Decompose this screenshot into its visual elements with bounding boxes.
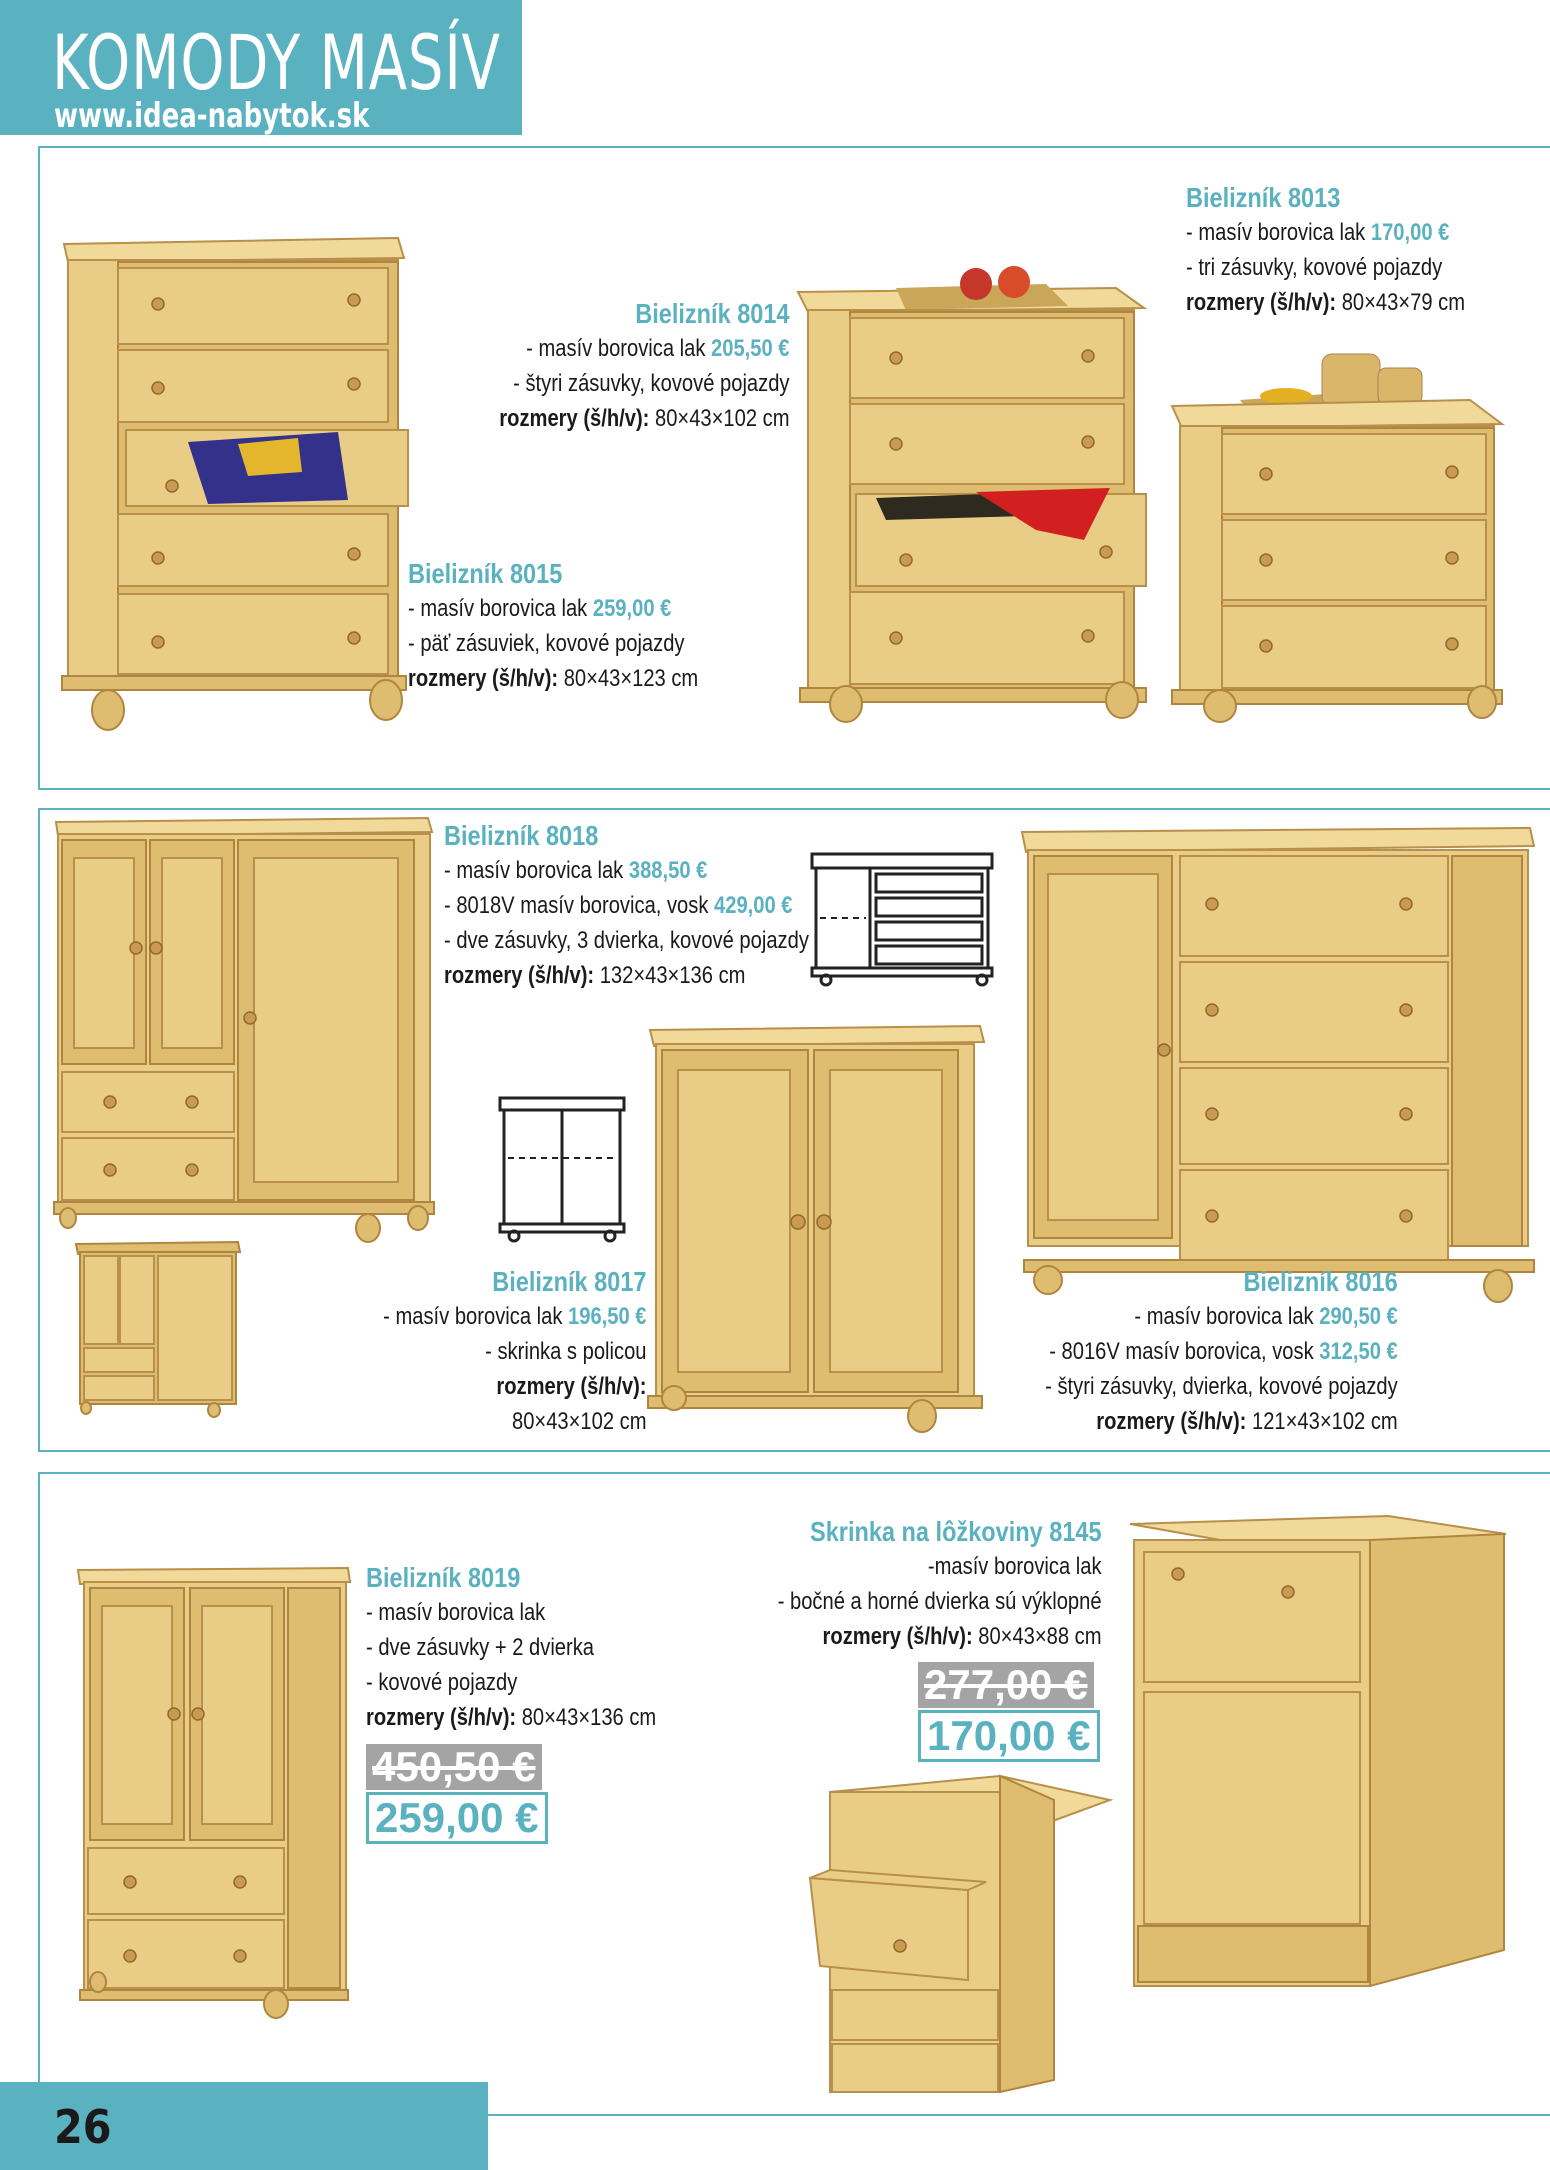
- product-8018-dims-label: rozmery (š/h/v):: [444, 962, 595, 989]
- product-8019-new-price: 259,00 €: [366, 1792, 548, 1844]
- product-8013-name: Bielizník 8013: [1186, 182, 1341, 213]
- product-8019-info: [366, 1560, 656, 1735]
- product-8018-features: - dve zásuvky, 3 dvierka, kovové pojazdy: [444, 927, 809, 954]
- page-number: 26: [54, 2100, 112, 2154]
- product-8016-price: 290,50 €: [1319, 1303, 1398, 1330]
- product-8018-variant: - 8018V masív borovica, vosk: [444, 892, 715, 919]
- product-8017-name: Bielizník 8017: [491, 1266, 646, 1297]
- product-8016-features: - štyri zásuvky, dvierka, kovové pojazdy: [1045, 1373, 1398, 1400]
- product-8013-info: [1186, 180, 1465, 320]
- product-8017-dims: 80×43×102 cm: [511, 1408, 646, 1435]
- product-8014-price: 205,50 €: [711, 335, 790, 362]
- product-8145-dims: 80×43×88 cm: [973, 1623, 1102, 1650]
- product-8016-material: - masív borovica lak: [1134, 1303, 1320, 1330]
- product-8014-name: Bielizník 8014: [635, 298, 790, 329]
- product-8014-material: - masív borovica lak: [526, 335, 712, 362]
- page-header: [0, 0, 522, 135]
- product-8145-new-price: 170,00 €: [918, 1710, 1100, 1762]
- product-8016-name: Bielizník 8016: [1243, 1266, 1398, 1297]
- product-image-8014: [796, 262, 1150, 722]
- product-image-8017: [644, 1024, 990, 1436]
- product-8013-dims: 80×43×79 cm: [1336, 289, 1466, 316]
- page-number-bar: [0, 2082, 488, 2170]
- product-image-8018: [52, 814, 436, 1244]
- product-8015-info: [408, 556, 698, 696]
- product-8018-variant-price: 429,00 €: [714, 892, 793, 919]
- product-8019-dims: 80×43×136 cm: [516, 1704, 657, 1731]
- product-8019-features: - dve zásuvky + 2 dvierka: [366, 1634, 595, 1661]
- product-8018-material: - masív borovica lak: [444, 857, 629, 884]
- product-8018-name: Bielizník 8018: [444, 820, 599, 851]
- product-8015-dims-label: rozmery (š/h/v):: [408, 665, 559, 692]
- product-image-8015: [58, 232, 418, 732]
- product-8014-features: - štyri zásuvky, kovové pojazdy: [513, 370, 790, 397]
- product-8013-dims-label: rozmery (š/h/v):: [1186, 289, 1337, 316]
- product-image-8145: [1128, 1512, 1508, 1992]
- product-8015-price: 259,00 €: [592, 595, 672, 622]
- product-8145-name: Skrinka na lôžkoviny 8145: [810, 1516, 1102, 1547]
- product-8019-material: - masív borovica lak: [366, 1599, 546, 1626]
- product-8019-dims-label: rozmery (š/h/v):: [366, 1704, 517, 1731]
- product-8017-info: [383, 1264, 646, 1439]
- product-8016-info: [1045, 1264, 1398, 1439]
- product-8017-price: 196,50 €: [567, 1303, 646, 1330]
- product-image-8016: [1020, 824, 1540, 1312]
- product-8015-material: - masív borovica lak: [408, 595, 593, 622]
- product-8016-variant: - 8016V masív borovica, vosk: [1049, 1338, 1320, 1365]
- product-8018-dims: 132×43×136 cm: [594, 962, 746, 989]
- product-8019-old-price: 450,50 €: [366, 1744, 542, 1790]
- product-8014-dims: 80×43×102 cm: [649, 405, 790, 432]
- product-image-8018-small: [74, 1240, 242, 1418]
- product-8017-material: - masív borovica lak: [382, 1303, 568, 1330]
- product-8014-dims-label: rozmery (š/h/v):: [499, 405, 650, 432]
- product-8013-features: - tri zásuvky, kovové pojazdy: [1186, 254, 1443, 281]
- product-8015-features: - päť zásuviek, kovové pojazdy: [408, 630, 685, 657]
- product-8015-dims: 80×43×123 cm: [558, 665, 699, 692]
- product-image-8013: [1170, 344, 1506, 724]
- product-8014-info: [500, 296, 790, 436]
- product-8017-features: - skrinka s policou: [484, 1338, 646, 1365]
- product-8017-dims-label: rozmery (š/h/v):: [495, 1373, 646, 1400]
- product-8145-dims-label: rozmery (š/h/v):: [822, 1623, 974, 1650]
- product-8016-dims: 121×43×102 cm: [1246, 1408, 1398, 1435]
- product-8145-old-price: 277,00 €: [918, 1662, 1094, 1708]
- product-8019-name: Bielizník 8019: [366, 1562, 521, 1593]
- page-title: KOMODY MASÍV: [52, 18, 501, 107]
- product-8145-features: - bočné a horné dvierka sú výklopné: [778, 1588, 1102, 1615]
- product-schematic-8017: [496, 1094, 628, 1244]
- product-8145-info: [778, 1514, 1102, 1654]
- product-8016-dims-label: rozmery (š/h/v):: [1096, 1408, 1247, 1435]
- product-8013-material: - masív borovica lak: [1186, 219, 1371, 246]
- product-8145-material: -masív borovica lak: [928, 1553, 1102, 1580]
- product-8018-price: 388,50 €: [628, 857, 708, 884]
- product-image-8145-open: [800, 1770, 1112, 2104]
- product-8013-price: 170,00 €: [1370, 219, 1450, 246]
- website-url[interactable]: www.idea-nabytok.sk: [54, 96, 370, 136]
- product-image-8019: [74, 1566, 354, 2028]
- product-8015-name: Bielizník 8015: [408, 558, 563, 589]
- product-8018-info: [444, 818, 809, 993]
- product-8019-wheels: - kovové pojazdy: [366, 1669, 518, 1696]
- product-schematic-8018: [810, 850, 996, 990]
- product-8016-variant-price: 312,50 €: [1319, 1338, 1398, 1365]
